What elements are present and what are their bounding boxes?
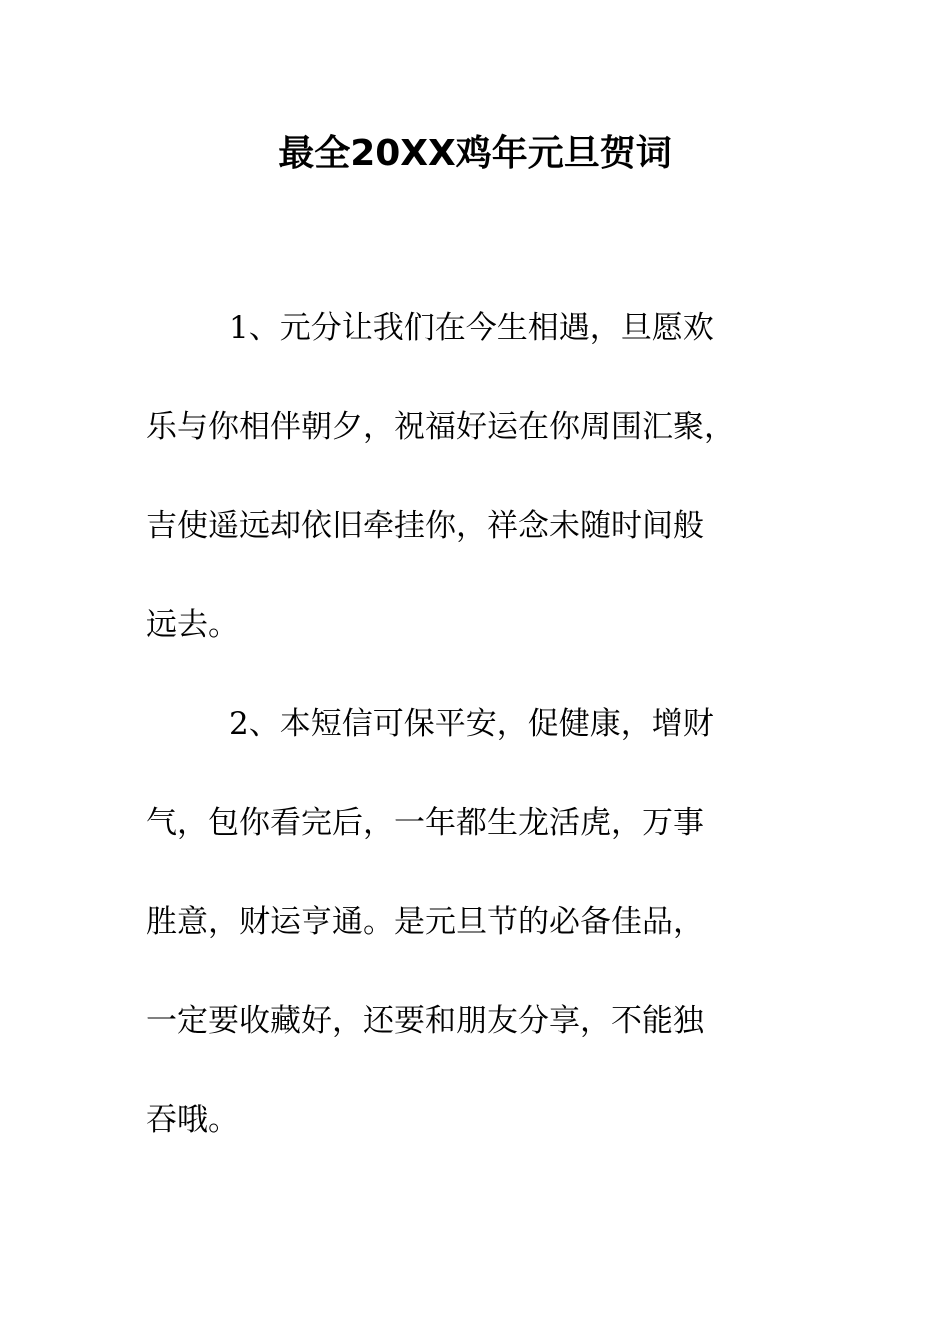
document-title: 最全20XX鸡年元旦贺词 [278,133,672,174]
paragraph-line: 一定要收藏好，还要和朋友分享，不能独 [146,1003,704,1039]
paragraph-line: 1、元分让我们在今生相遇，旦愿欢 [229,310,714,346]
paragraph-line: 远去。 [146,607,239,643]
paragraph-line: 吉使遥远却依旧牵挂你，祥念未随时间般 [146,508,704,544]
paragraph-line: 乐与你相伴朝夕，祝福好运在你周围汇聚， [146,409,735,445]
paragraph-line: 吞哦。 [146,1102,239,1138]
paragraph-line: 胜意，财运亨通。是元旦节的必备佳品， [146,904,704,940]
paragraph-line: 2、本短信可保平安，促健康，增财 [229,706,714,742]
paragraph-line: 气，包你看完后，一年都生龙活虎，万事 [146,805,704,841]
